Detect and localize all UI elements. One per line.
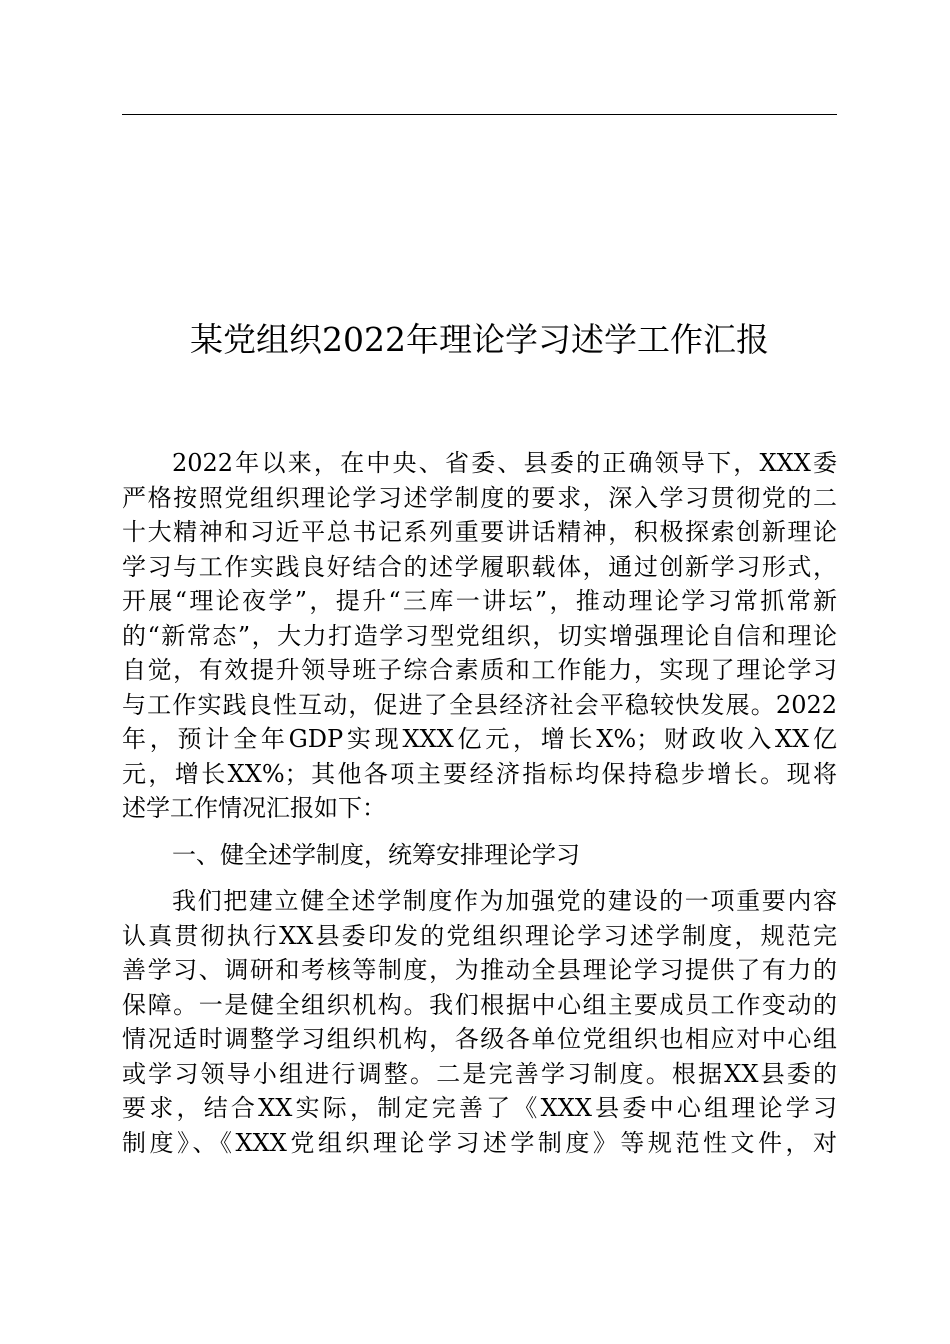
- text-line: 十大精神和习近平总书记系列重要讲话精神，积极探索创新理论: [122, 518, 837, 546]
- text-line: 善学习、调研和考核等制度，为推动全县理论学习提供了有力的: [122, 956, 837, 984]
- text-line: 严格按照党组织理论学习述学制度的要求，深入学习贯彻党的二: [122, 483, 837, 512]
- text-line: 制度》、《XXX党组织理论学习述学制度》等规范性文件，对: [122, 1128, 837, 1157]
- text-line: 学习与工作实践良好结合的述学履职载体，通过创新学习形式，: [122, 552, 837, 581]
- section-paragraph: [122, 884, 837, 1160]
- text-line: 述学工作情况汇报如下：: [122, 794, 386, 822]
- text-line: 认真贯彻执行XX县委印发的党组织理论学习述学制度，规范完: [122, 921, 837, 950]
- document-body: [122, 446, 837, 1160]
- text-line: 保障。一是健全组织机构。我们根据中心组主要成员工作变动的: [122, 990, 837, 1019]
- text-line: 的“新常态”，大力打造学习型党组织，切实增强理论自信和理论: [122, 621, 837, 650]
- section-heading-text: 一、健全述学制度，统筹安排理论学习: [172, 840, 580, 869]
- text-line: 元，增长XX%；其他各项主要经济指标均保持稳步增长。现将: [122, 759, 837, 788]
- text-line: 或学习领导小组进行调整。二是完善学习制度。根据XX县委的: [122, 1059, 837, 1088]
- text-line: 我们把建立健全述学制度作为加强党的建设的一项重要内容: [172, 887, 837, 915]
- section-heading: [122, 838, 837, 873]
- text-line: 情况适时调整学习组织机构，各级各单位党组织也相应对中心组: [122, 1025, 837, 1053]
- text-line: 开展“理论夜学”，提升“三库一讲坛”，推动理论学习常抓常新: [122, 587, 837, 615]
- text-line: 年，预计全年GDP实现XXX亿元，增长X%；财政收入XX亿: [122, 725, 837, 753]
- text-line: 自觉，有效提升领导班子综合素质和工作能力，实现了理论学习: [122, 656, 837, 684]
- header-rule: [122, 114, 837, 115]
- text-line: 2022年以来，在中央、省委、县委的正确领导下，XXX委: [172, 449, 837, 477]
- text-line: 与工作实践良性互动，促进了全县经济社会平稳较快发展。2022: [122, 690, 837, 719]
- text-line: 要求，结合XX实际，制定完善了《XXX县委中心组理论学习: [122, 1094, 837, 1122]
- intro-paragraph: [122, 446, 837, 826]
- document-title: 某党组织2022年理论学习述学工作汇报: [190, 320, 769, 359]
